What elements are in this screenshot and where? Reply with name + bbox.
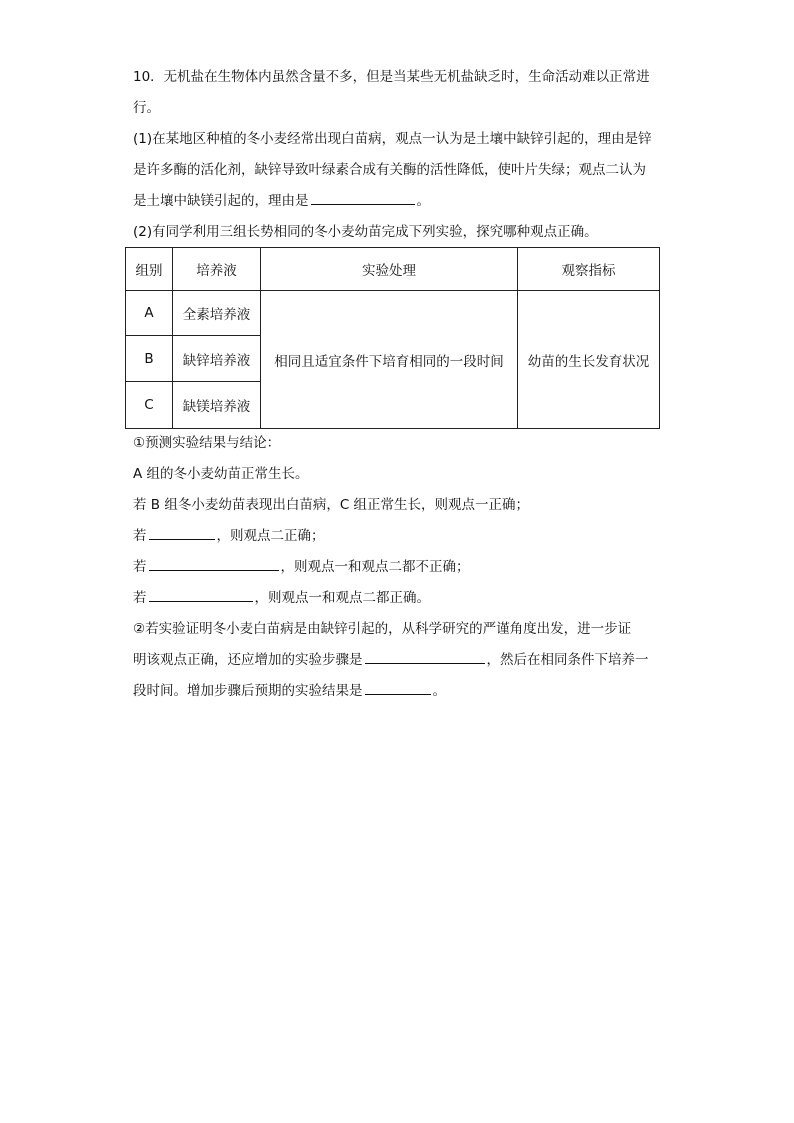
cell-group: C [126, 382, 173, 429]
predict-line-3-start: 若 [133, 528, 147, 544]
part1-line-1: (1)在某地区种植的冬小麦经常出现白苗病，观点一认为是土壤中缺锌引起的，理由是锌 [133, 131, 652, 147]
predict-line-5-end: ，则观点一和观点二都正确。 [254, 590, 430, 606]
predict-line-1: A 组的冬小麦幼苗正常生长。 [133, 466, 309, 482]
proof-line-3-start: 段时间。增加步骤后预期的实验结果是 [133, 683, 363, 699]
predict-line-5 [133, 583, 661, 614]
proof-line-1: ②若实验证明冬小麦白苗病是由缺锌引起的，从科学研究的严谨角度出发，进一步证 [133, 621, 632, 637]
cell-indicator: 幼苗的生长发育状况 [518, 291, 660, 429]
predict-line-4-start: 若 [133, 559, 147, 575]
predict-line-4-end: ，则观点一和观点二都不正确； [280, 559, 470, 575]
proof-line-2-start: 明该观点正确，还应增加的实验步骤是 [133, 652, 363, 668]
table-header-row [126, 248, 660, 291]
part1-line-3 [133, 186, 661, 217]
intro-line-2: 行。 [133, 100, 160, 116]
answer-blank-6[interactable] [365, 678, 431, 695]
predict-line-3 [133, 521, 661, 552]
cell-medium: 全素培养液 [173, 291, 261, 336]
cell-group: B [126, 336, 173, 382]
proof-line-2-end: ，然后在相同条件下培养一 [486, 652, 649, 668]
header-treatment: 实验处理 [261, 248, 518, 291]
predict-line-3-end: ，则观点二正确； [216, 528, 325, 544]
prediction-text [133, 428, 661, 707]
experiment-table [125, 247, 660, 429]
proof-line-2 [133, 645, 661, 676]
cell-medium: 缺锌培养液 [173, 336, 261, 382]
proof-line-3 [133, 676, 661, 707]
intro-line-1: 10．无机盐在生物体内虽然含量不多，但是当某些无机盐缺乏时，生命活动难以正常进 [133, 69, 650, 85]
header-indicator: 观察指标 [518, 248, 660, 291]
answer-blank-3[interactable] [149, 554, 279, 571]
answer-blank-1[interactable] [311, 188, 415, 205]
answer-blank-5[interactable] [365, 647, 485, 664]
header-medium: 培养液 [173, 248, 261, 291]
part1-line-3-end: 。 [416, 193, 430, 209]
part1-line-3-text: 是土壤中缺镁引起的，理由是 [133, 193, 309, 209]
part1-line-2: 是许多酶的活化剂，缺锌导致叶绿素合成有关酶的活性降低，使叶片失绿；观点二认为 [133, 162, 646, 178]
table-row [126, 291, 660, 336]
part2-line: (2)有同学利用三组长势相同的冬小麦幼苗完成下列实验，探究哪种观点正确。 [133, 224, 598, 240]
answer-blank-2[interactable] [149, 523, 215, 540]
predict-line-5-start: 若 [133, 590, 147, 606]
cell-medium: 缺镁培养液 [173, 382, 261, 429]
cell-treatment: 相同且适宜条件下培育相同的一段时间 [261, 291, 518, 429]
question-text [133, 62, 661, 248]
predict-heading: ①预测实验结果与结论： [133, 435, 281, 451]
cell-group: A [126, 291, 173, 336]
answer-blank-4[interactable] [149, 585, 253, 602]
predict-line-4 [133, 552, 661, 583]
header-group: 组别 [126, 248, 173, 291]
proof-line-3-end: 。 [432, 683, 446, 699]
predict-line-2: 若 B 组冬小麦幼苗表现出白苗病，C 组正常生长，则观点一正确； [133, 497, 530, 513]
